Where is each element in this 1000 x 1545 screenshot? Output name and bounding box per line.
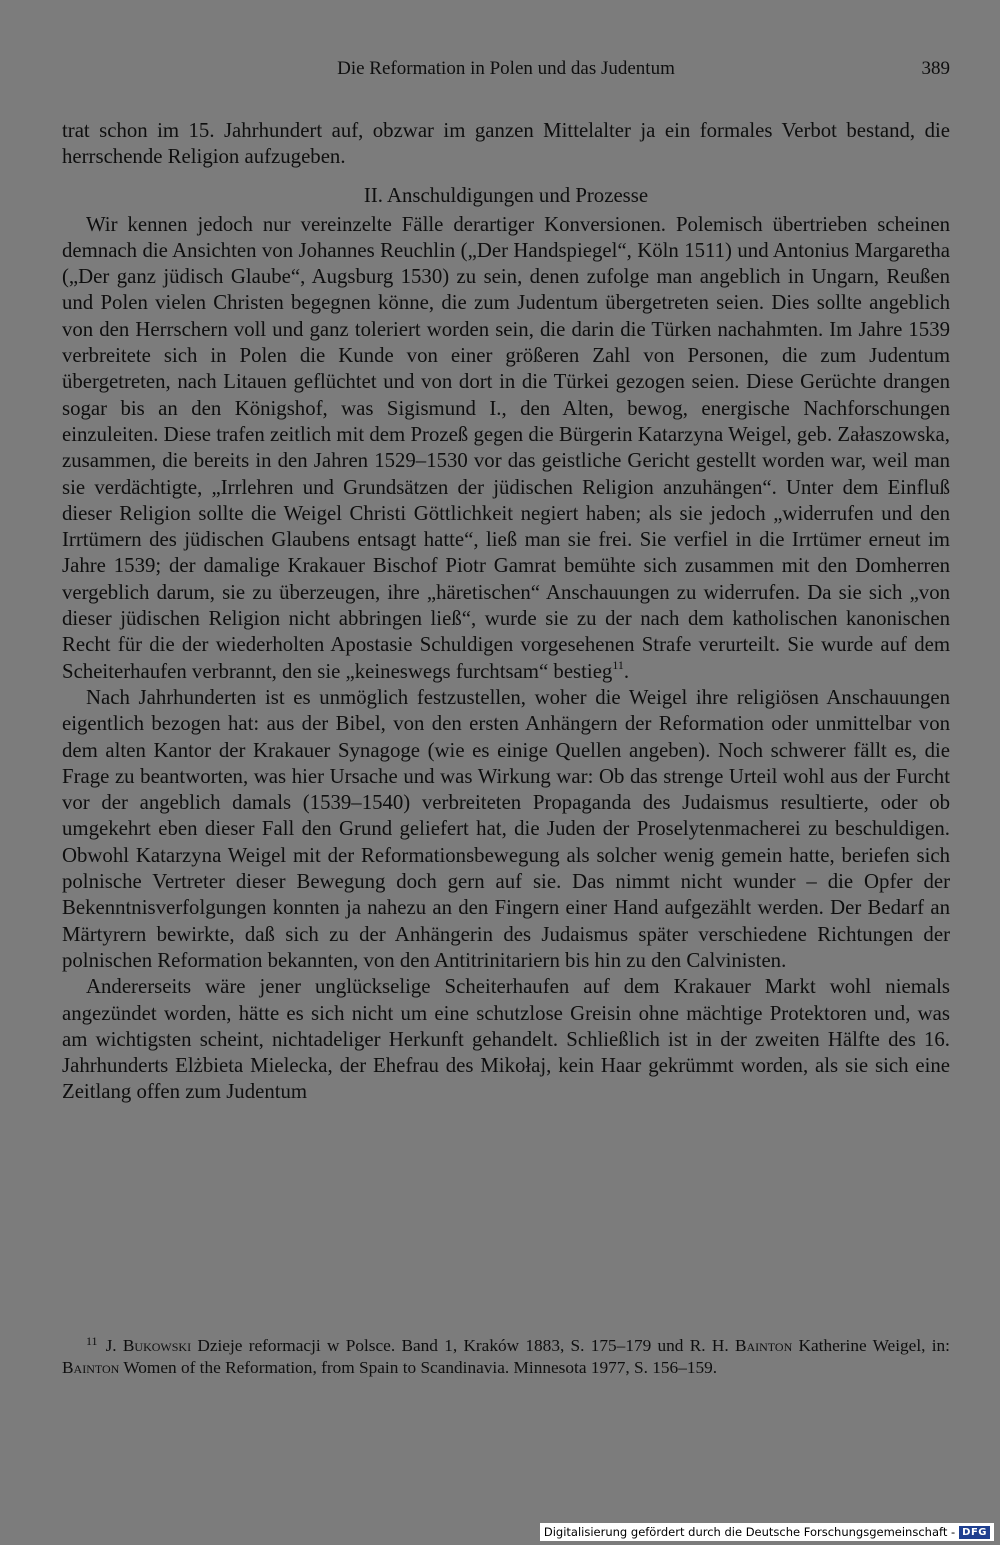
body-text (62, 118, 950, 1106)
section-heading: II. Anschuldigungen und Prozesse (363, 183, 649, 207)
paragraph-end-punctuation: . (623, 659, 630, 683)
footnote-text: Katherine Weigel, in: (792, 1336, 950, 1355)
page-number: 389 (921, 58, 950, 79)
paragraph: Nach Jahrhunderten ist es unmöglich festzustellen, woher die Weigel ihre religiösen Anschauungen eigentlich bezogen hat: aus der Bibel, von den ersten Anhängern der Reformation oder unmittelbar von dem alten Kantor der Krakauer Synagoge (wie es einige Quellen angeben). Noch schwerer fällt es, die Frage zu beantworten, was hier Ursache und was Wirkung war: Ob das strenge Urteil wohl aus der Furcht vor der angeblich damals (1539–1540) verbreiteten Propaganda des Judaismus resultierte, oder ob umgekehrt eben dieser Fall den Grund geliefert hat, die Juden der Proselytenmacherei zu beschuldigen. Obwohl Katarzyna Weigel mit der Reformationsbewegung als solcher wenig gemein hatte, beriefen sich polnische Vertreter dieser Bewegung doch gern auf sie. Das nimmt nicht wunder – die Opfer der Bekenntnisverfolgungen konnten ja nahezu an den Fingern einer Hand aufgezählt werden. Der Bedarf an Märtyrern bewirkte, daß sich zu der Anhängerin des Judaismus später verschiedene Richtungen der polnischen Reformation bekannten, von den Antitrinitariern bis hin zu den Calvinisten. (62, 685, 950, 972)
paragraph-text: Wir kennen jedoch nur vereinzelte Fälle derartiger Konversionen. Polemisch übertrieben scheinen demnach die Ansichten von Johannes Reuchlin („Der Handspiegel“, Köln 1511) und Antonius Margaretha („Der ganz jüdisch Glaube“, Augsburg 1530) zu sein, denen zufolge man angeblich in Ungarn, Reußen und Polen vielen Christen begegnen könne, die zum Judentum übergetreten seien. Dies sollte angeblich von den Herrschern voll und ganz toleriert worden sein, die darin die Türken nachahmten. Im Jahre 1539 verbreitete sich in Polen die Kunde von einer größeren Zahl von Personen, die zum Judentum übergetreten, nach Litauen geflüchtet und von dort in die Türkei gezogen seien. Diese Gerüchte drangen sogar bis an den Königshof, was Sigismund I., den Alten, bewog, energische Nachforschungen einzuleiten. Diese trafen zeitlich mit dem Prozeß gegen die Bürgerin Katarzyna Weigel, geb. Załaszowska, zusammen, die bereits in den Jahren 1529–1530 vor das geistliche Gericht gestellt worden war, weil man sie verdächtigte, „Irrlehren und Grundsätzen der jüdischen Religion anzuhängen“. Unter dem Einfluß dieser Religion sollte die Weigel Christi Göttlichkeit negiert haben; als sie jedoch „widerrufen und den Irrtümern des jüdischen Glaubens entsagt hatte“, ließ man sie frei. Sie verfiel in die Irrtümer erneut im Jahre 1539; der damalige Krakauer Bischof Piotr Gamrat bemühte sich zusammen mit den Domherren vergeblich darum, sie zu überzeugen, ihre „häretischen“ Anschauungen zu widerrufen. Da sie sich „von dieser jüdischen Religion nicht abbringen ließ“, wurde sie zu der nach dem katholischen kanonischen Recht für die der wiederholten Apostasie Schuldigen vorgesehenen Strafe verurteilt. Sie wurde auf dem Scheiterhaufen verbrannt, den sie „keineswegs furchtsam“ bestieg (62, 212, 950, 683)
paragraph: Andererseits wäre jener unglückselige Scheiterhaufen auf dem Krakauer Markt wohl niemals angezündet worden, hätte es sich nicht um eine schutzlose Greisin ohne mächtige Protektoren und, was am wichtigsten scheint, nichtadeliger Herkunft gehandelt. Schließlich ist in der zweiten Hälfte des 16. Jahrhunderts Elżbieta Mielecka, der Ehefrau des Mikołaj, kein Haar gekrümmt worden, als sie sich eine Zeitlang offen zum Judentum (62, 975, 950, 1104)
running-title: Die Reformation in Polen und das Judentum (337, 58, 675, 79)
footnotes (62, 1330, 950, 1379)
footnote-text: Women of the Reformation, from Spain to Scandinavia. Minnesota 1977, S. 156–159. (119, 1358, 718, 1377)
running-head (62, 58, 950, 84)
footnote-author: Bainton (734, 1336, 793, 1355)
footnote (62, 1330, 950, 1379)
digitization-credit (540, 1523, 994, 1541)
footnote-reference[interactable]: 11 (612, 657, 624, 672)
footnote-text: Dzieje reformacji w Polsce. Band 1, Kraków 1883, S. 175–179 und R. H. (191, 1336, 735, 1355)
footnote-number: 11 (86, 1334, 98, 1348)
credit-text: Digitalisierung gefördert durch die Deutsche Forschungsgemeinschaft - (543, 1525, 956, 1539)
footnote-author: J. Bukowski (105, 1336, 192, 1355)
paragraph (62, 212, 950, 685)
continued-paragraph: trat schon im 15. Jahrhundert auf, obzwar im ganzen Mittelalter ja ein formales Verbot bestand, die herrschende Religion aufzugeben. (62, 119, 950, 169)
dfg-logo-icon: DFG (959, 1526, 990, 1539)
footnote-author: Bainton (62, 1358, 120, 1377)
